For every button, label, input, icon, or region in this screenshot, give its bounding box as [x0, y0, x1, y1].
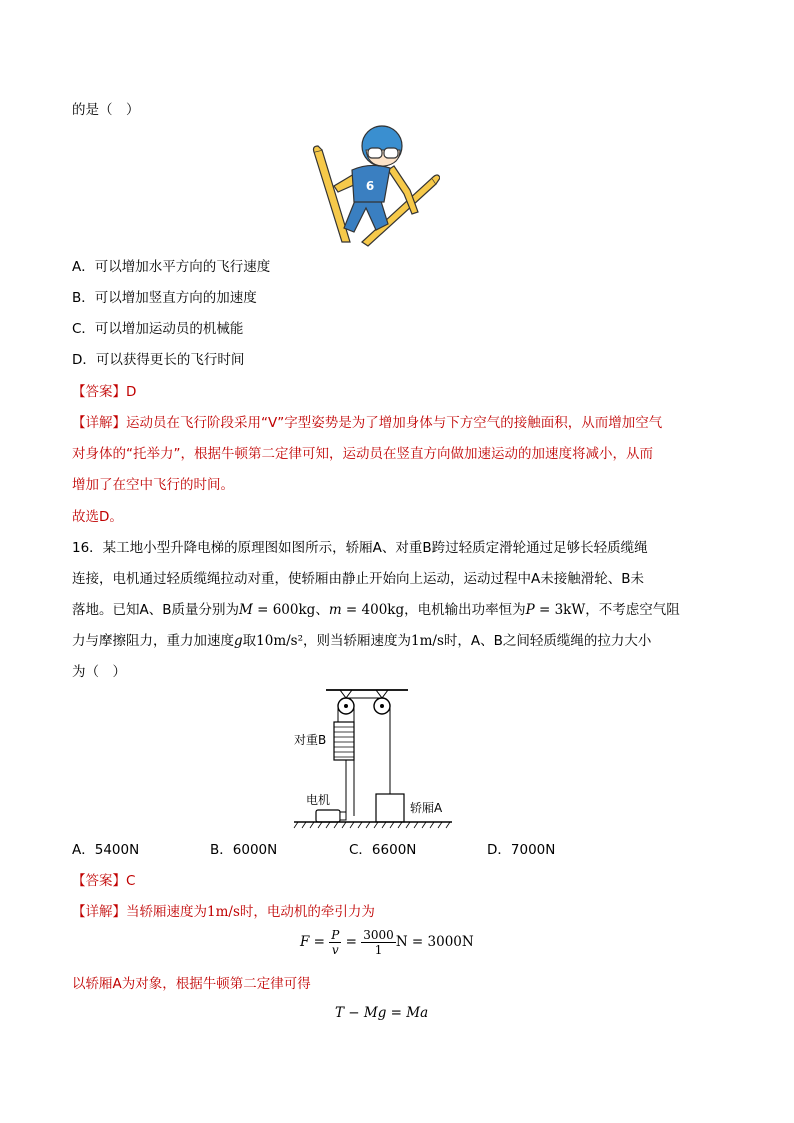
q15-conclusion: 故选D。	[72, 509, 123, 525]
pulley-right	[374, 698, 390, 714]
label-a: 轿厢A	[410, 801, 443, 815]
q16-detail-line-1: 【详解】当轿厢速度为1m/s时，电动机的牵引力为	[72, 904, 375, 920]
q15-question-tail: 的是（ ）	[72, 102, 140, 118]
q16-line-1: 16．某工地小型升降电梯的原理图如图所示，轿厢A、对重B跨过轻质定滑轮通过足够长轻质缆绳	[72, 540, 648, 556]
q16-line-2: 连接，电机通过轻质缆绳拉动对重，使轿厢由静止开始向上运动，运动过程中A未接触滑轮、B未	[72, 571, 644, 587]
q16-line-4: 力与摩擦阻力，重力加速度g取10m/s²，则当轿厢速度为1m/s时，A、B之间轻质缆绳的拉力大小	[72, 633, 652, 649]
q16-line-5: 为（ ）	[72, 664, 126, 680]
car-a	[376, 794, 404, 822]
q16-object-line: 以轿厢A为对象，根据牛顿第二定律可得	[72, 976, 311, 992]
fraction-3000-over-1: $\frac{3000}{1}$	[363, 928, 394, 957]
detail-label: 【详解】	[72, 904, 126, 920]
jersey-number: 6	[365, 179, 375, 193]
q15-option-a: A．可以增加水平方向的飞行速度	[72, 259, 271, 275]
legs	[344, 198, 388, 232]
answer-value: C	[126, 873, 136, 889]
label-motor: 电机	[306, 793, 331, 807]
q15-option-d: D．可以获得更长的飞行时间	[72, 352, 245, 368]
motor-icon	[316, 810, 346, 822]
pulley-left	[338, 698, 354, 714]
q16-line-3: 落地。已知A、B质量分别为M = 600kg、m = 400kg，电机输出功率恒为P = 3kW，不考虑空气阻	[72, 602, 680, 618]
equation-force: F = $\frac{P}{v}$ = $\frac{3000}{1}$ N = 3000N	[300, 928, 474, 957]
answer-value: D	[126, 384, 137, 400]
q16-option-b: B．6000N	[210, 842, 278, 858]
counterweight-b	[334, 722, 354, 760]
q15-option-b: B．可以增加竖直方向的加速度	[72, 290, 257, 306]
q16-option-d: D．7000N	[487, 842, 556, 858]
q15-answer	[72, 382, 136, 402]
q15-option-c: C．可以增加运动员的机械能	[72, 321, 244, 337]
detail-label: 【详解】	[72, 415, 126, 431]
answer-label: 【答案】	[72, 873, 126, 889]
q15-detail-line-3: 增加了在空中飞行的时间。	[72, 477, 234, 493]
fraction-p-over-v: $\frac{P}{v}$	[331, 928, 340, 957]
ground	[294, 822, 452, 828]
q15-detail-line-2: 对身体的“托举力”，根据牛顿第二定律可知，运动员在竖直方向做加速运动的加速度将减小，从而	[72, 446, 653, 462]
equation-newton: T − Mg = Ma	[335, 1005, 429, 1021]
ski-jumper-figure	[304, 124, 440, 250]
q16-option-a: A．5400N	[72, 842, 140, 858]
answer-label: 【答案】	[72, 384, 126, 400]
elevator-diagram	[290, 684, 460, 832]
q16-option-c: C．6600N	[349, 842, 417, 858]
label-b: 对重B	[294, 733, 327, 747]
q15-detail-line-1: 【详解】运动员在飞行阶段采用“V”字型姿势是为了增加身体与下方空气的接触面积，从而增加空气	[72, 415, 663, 431]
q16-answer	[72, 871, 135, 891]
